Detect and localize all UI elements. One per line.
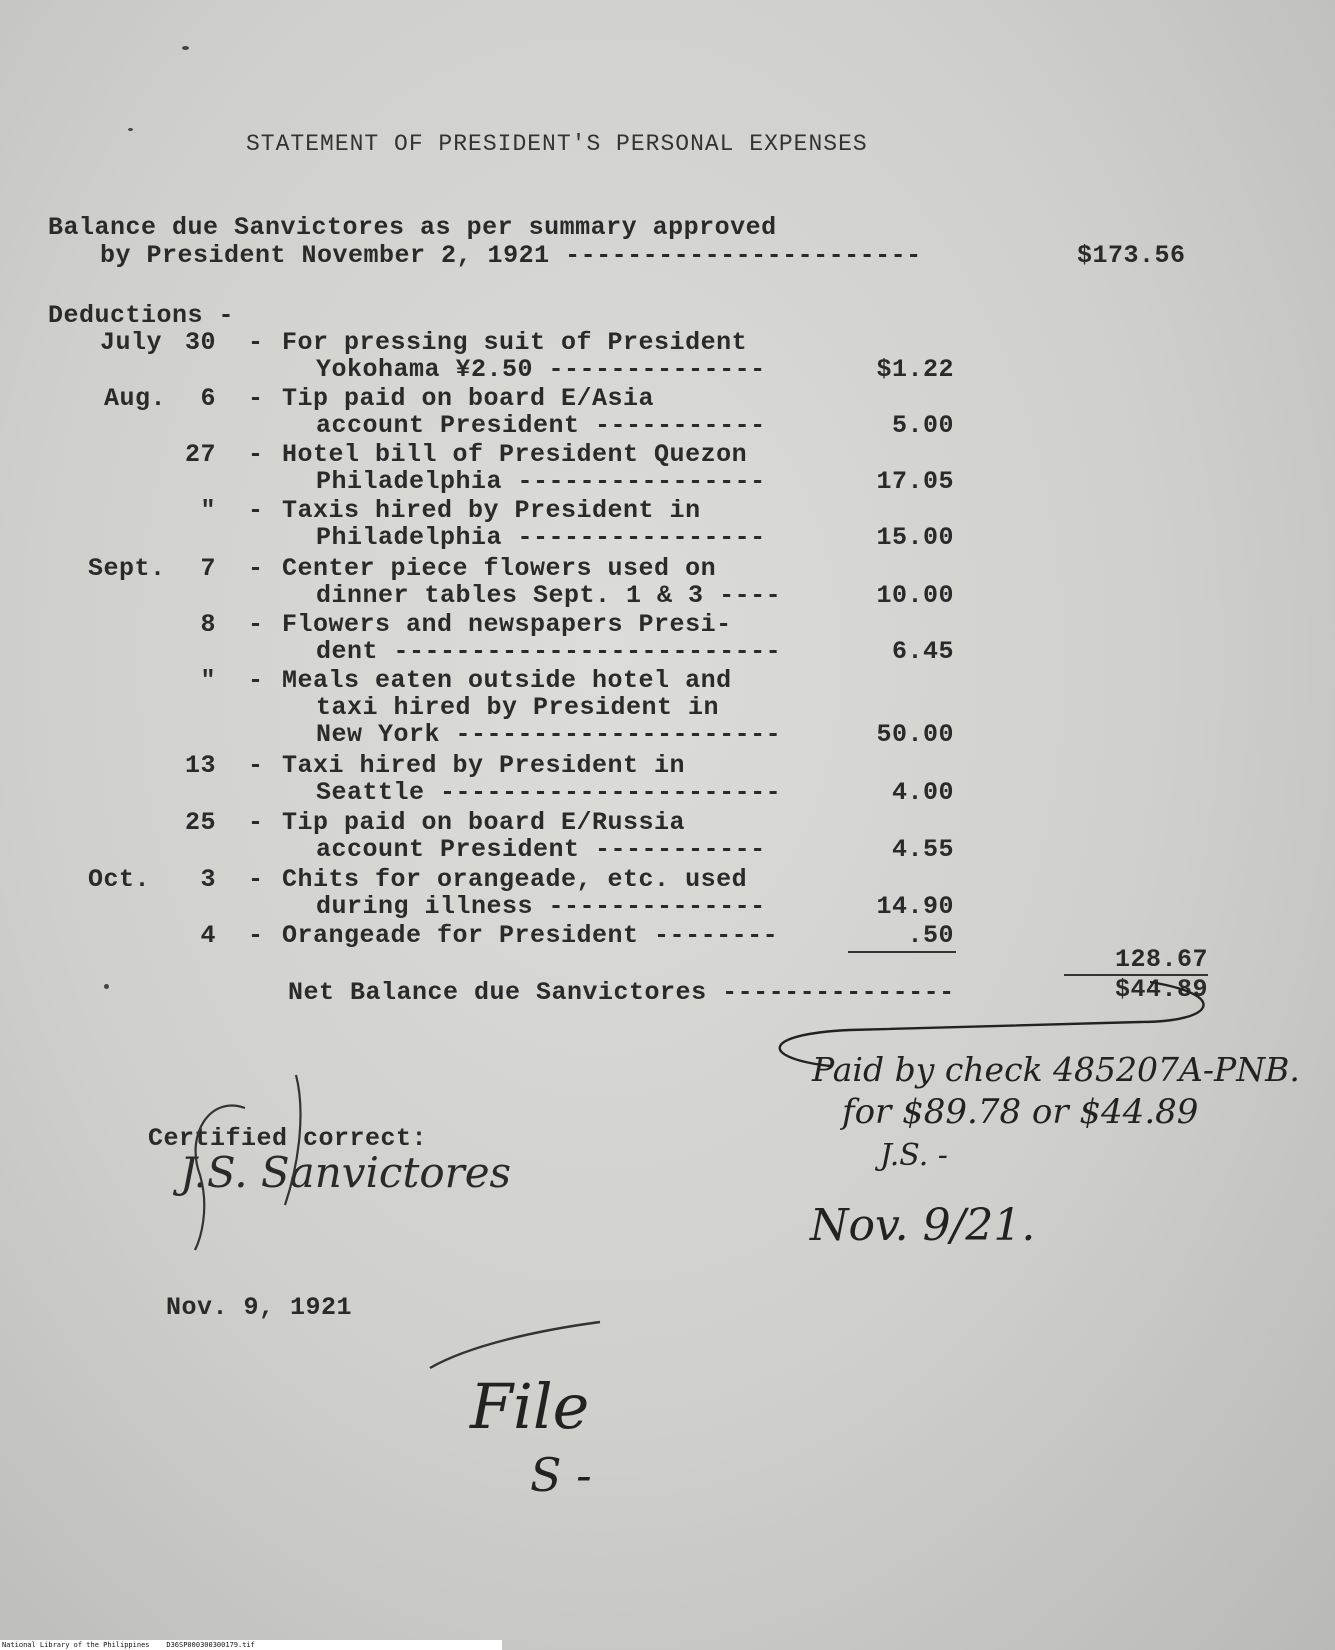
document-title: STATEMENT OF PRESIDENT'S PERSONAL EXPENSES — [246, 131, 868, 157]
entry-description-cont: Philadelphia ---------------- — [316, 523, 766, 552]
signature: J.S. Sanvictores — [180, 1148, 512, 1197]
entry-day: " — [200, 666, 216, 695]
entry-amount: 17.05 — [876, 467, 954, 496]
net-balance-amount: $44.89 — [1114, 975, 1208, 1004]
sum-rule — [848, 951, 956, 953]
entry-day: 7 — [200, 554, 216, 583]
entry-description: Tip paid on board E/Russia — [282, 808, 686, 837]
entry-amount: 14.90 — [876, 892, 954, 921]
scan-footer: National Library of the Philippines D36SP000300300179.tif — [0, 1640, 502, 1650]
entry-day: 3 — [200, 865, 216, 894]
entry-month: July — [100, 328, 163, 357]
entry-description-cont: Seattle ---------------------- — [316, 778, 782, 807]
handwritten-file-note: File — [470, 1370, 590, 1443]
balance-line-1: Balance due Sanvictores as per summary approved — [48, 213, 777, 242]
entry-description: Center piece flowers used on — [282, 554, 717, 583]
entry-month: Oct. — [88, 865, 151, 894]
entry-description: Chits for orangeade, etc. used — [282, 865, 748, 894]
balance-amount: $173.56 — [1077, 241, 1186, 270]
entry-description-cont: Yokohama ¥2.50 -------------- — [316, 355, 766, 384]
entry-description: Tip paid on board E/Asia — [282, 384, 655, 413]
certified-label: Certified correct: — [148, 1124, 428, 1153]
entry-day: 8 — [200, 610, 216, 639]
entry-amount: 5.00 — [891, 411, 954, 440]
entry-day: 27 — [184, 440, 216, 469]
paper-blemish — [104, 984, 109, 989]
entry-amount: 4.00 — [891, 778, 954, 807]
entry-day: 30 — [184, 328, 216, 357]
document-page: STATEMENT OF PRESIDENT'S PERSONAL EXPENSES Balance due Sanvictores as per summary approved by President November 2, 1921 ----------------------- $173.56 Deductions - July 30 - For pressing suit of President Yokohama ¥2.50 -------------- $1.22 Aug. 6 - Tip paid on board E/Asia account President ----------- 5.00 27 - Hotel bill of President Quezon Philadelphia ---------------- 17.05 " - Taxis hired by President in Philadelphia ---------------- 15.00 Sept. 7 - Center piece flowers used on dinner tables Sept. 1 & 3 ---- 10.00 8 - Flowers and newspapers Presi- dent ------------------------- 6.45 " - Meals eaten outside hotel and taxi hired by President in New York --------------------- 50.00 13 - Taxi hired by President in Seattle ---------------------- 4.00 25 - Tip paid on board E/Russia account President ----------- 4.55 Oct. 3 - Chits for orangeade, etc. used during illness -------------- 14.90 4 - Orangeade for President -------- .50 128.67 Net Balance due Sanvictores --------------- $44.89 Certified correct: Nov. 9, 1921 Paid by check 485207A-PNB. for $89.78 or $44.89 J.S. - Nov. 9/21. J.S. Sanvictores File S - National Library of the Philippines D36SP000300300179.tif — [0, 0, 1335, 1650]
entry-description: For pressing suit of President — [282, 328, 748, 357]
entry-description-cont: dinner tables Sept. 1 & 3 ---- — [316, 581, 782, 610]
entry-description: Taxis hired by President in — [282, 496, 701, 525]
entry-month: Sept. — [88, 554, 166, 583]
entry-day: 6 — [200, 384, 216, 413]
document-date: Nov. 9, 1921 — [166, 1293, 353, 1322]
entry-description-cont: New York --------------------- — [316, 720, 782, 749]
entry-description-cont: dent ------------------------- — [316, 637, 782, 666]
handwritten-file-initial: S - — [530, 1448, 592, 1502]
entry-description-cont: account President ----------- — [316, 411, 766, 440]
handwritten-paid-amount: for $89.78 or $44.89 — [842, 1092, 1199, 1132]
entry-description-cont: taxi hired by President in — [316, 693, 720, 722]
balance-line-2: by President November 2, 1921 ----------------------- — [100, 241, 922, 270]
entry-description: Flowers and newspapers Presi- — [282, 610, 732, 639]
entry-amount: 6.45 — [891, 637, 954, 666]
entry-description: Orangeade for President -------- — [282, 921, 779, 950]
entry-amount: $1.22 — [876, 355, 954, 384]
entry-day: 13 — [184, 751, 216, 780]
net-balance-label: Net Balance due Sanvictores --------------- — [288, 978, 955, 1007]
entry-day: " — [200, 496, 216, 525]
entry-amount: 10.00 — [876, 581, 954, 610]
entry-description: Taxi hired by President in — [282, 751, 686, 780]
handwritten-paid-note: Paid by check 485207A-PNB. — [812, 1050, 1300, 1089]
entry-description: Meals eaten outside hotel and — [282, 666, 732, 695]
entry-description-cont: Philadelphia ---------------- — [316, 467, 766, 496]
entry-day: 25 — [184, 808, 216, 837]
entry-description-cont: account President ----------- — [316, 835, 766, 864]
paper-blemish — [182, 46, 189, 50]
handwritten-paid-date: Nov. 9/21. — [810, 1200, 1036, 1251]
entry-amount: 4.55 — [891, 835, 954, 864]
paper-blemish — [128, 128, 133, 131]
handwritten-paid-initials: J.S. - — [880, 1138, 948, 1173]
entry-day: 4 — [200, 921, 216, 950]
entry-month: Aug. — [104, 384, 167, 413]
total-deductions: 128.67 — [1114, 945, 1208, 974]
entry-description-cont: during illness -------------- — [316, 892, 766, 921]
entry-description: Hotel bill of President Quezon — [282, 440, 748, 469]
entry-amount: .50 — [907, 921, 954, 950]
entry-amount: 15.00 — [876, 523, 954, 552]
deductions-label: Deductions - — [48, 301, 235, 330]
entry-amount: 50.00 — [876, 720, 954, 749]
